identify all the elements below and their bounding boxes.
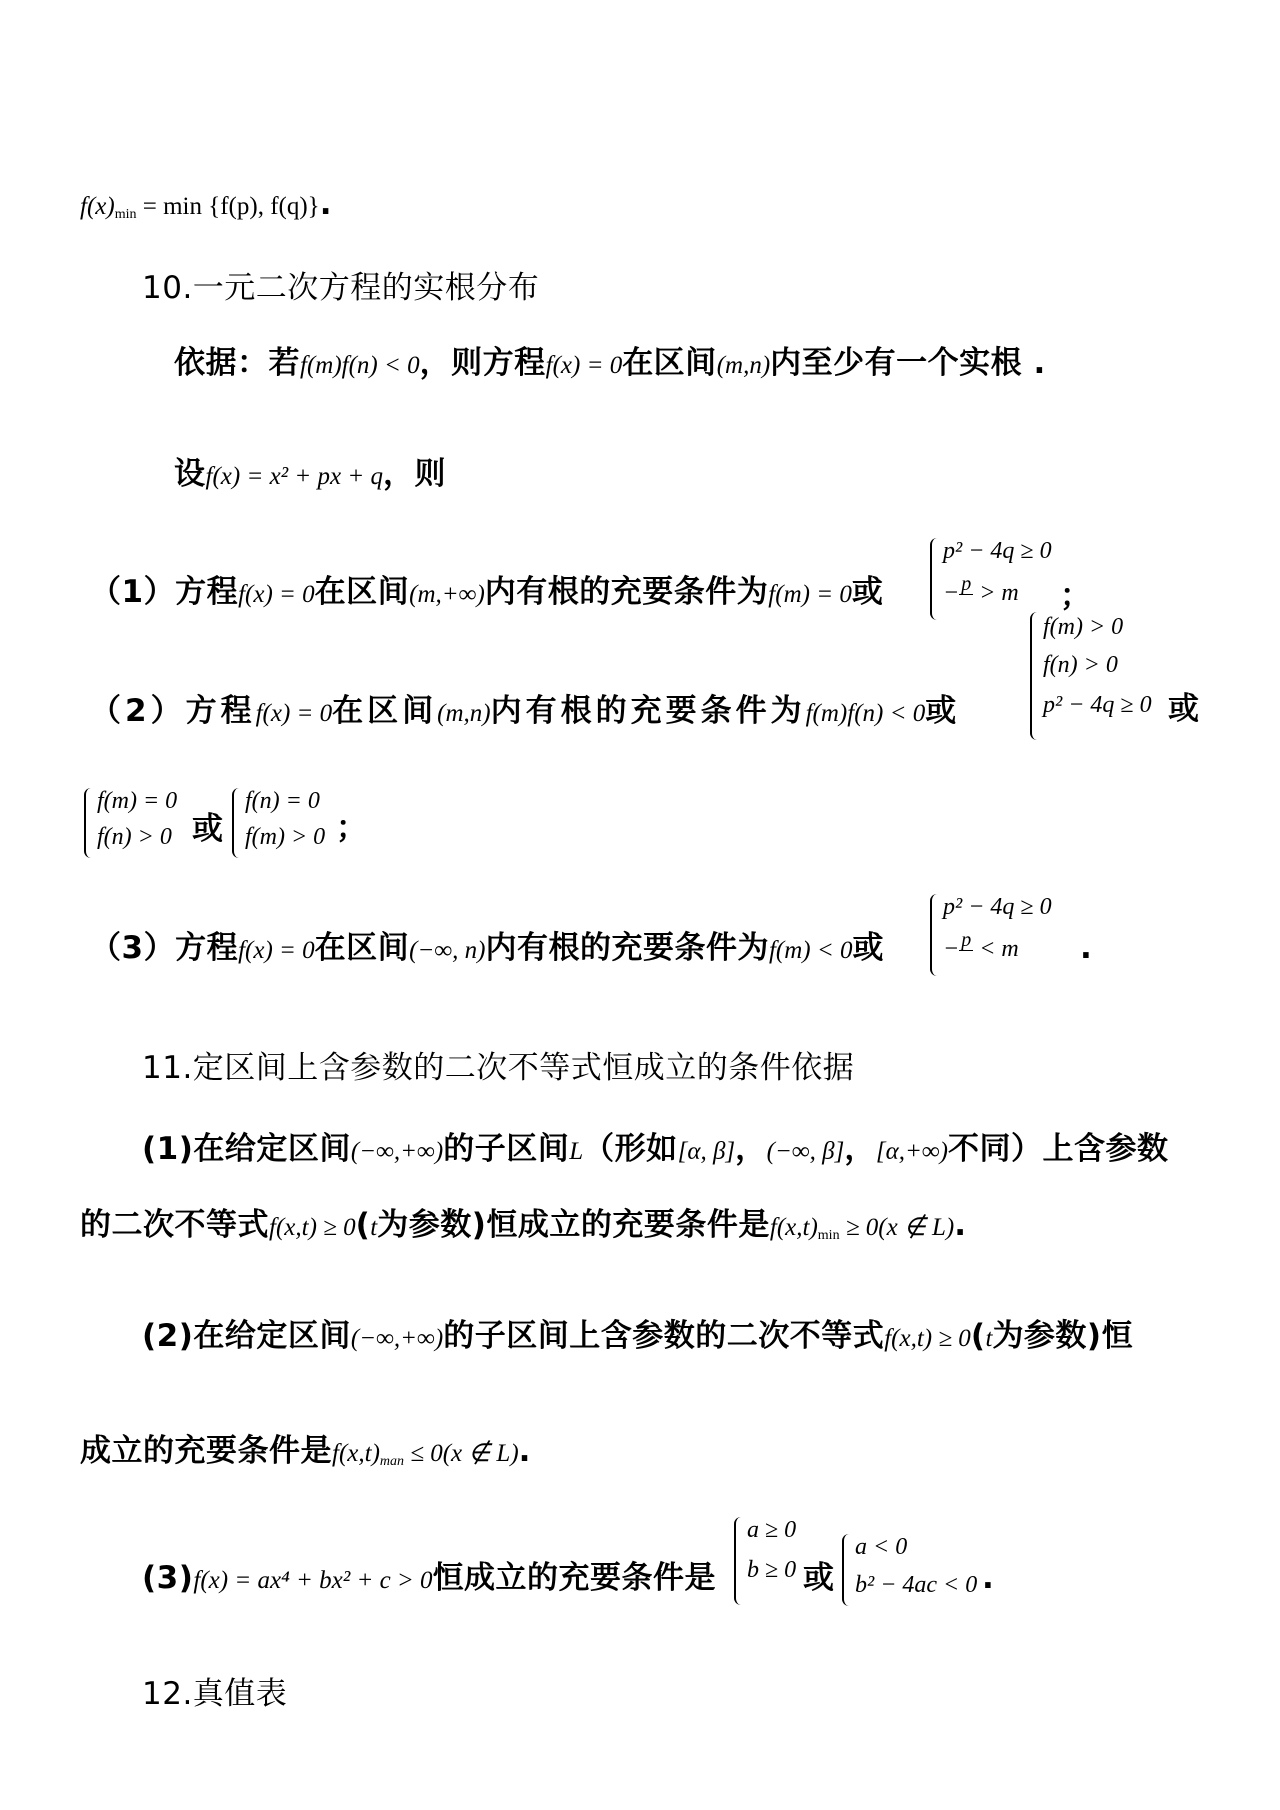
item-2-line — [90, 685, 957, 730]
item-2-or-2: 或 — [1168, 691, 1200, 727]
item-1-end: ； — [1060, 578, 1092, 614]
sec11-p1-l2-m1: f(x,t) ≥ 0 — [269, 1214, 356, 1241]
sec11-p3-or: 或 — [803, 1560, 835, 1596]
item-2-or-3: 或 — [192, 811, 224, 847]
sec11-p1-l2-end: . — [954, 1207, 967, 1243]
sec11-p1-l2-sub: min — [817, 1228, 840, 1244]
item-2-sysB-row-2: f(m) > 0 — [245, 824, 326, 850]
sec11-p2-m2: f(x,t) ≥ 0 — [884, 1325, 971, 1352]
sec11-p2-line-2 — [80, 1425, 531, 1470]
basis-text-3: 在区间 — [622, 345, 717, 381]
item-2-text-1: 在区间 — [332, 693, 438, 729]
basis-label: 依据：若 — [174, 345, 300, 381]
sec11-p1-t6: 不同）上含参数 — [947, 1131, 1169, 1167]
item-3-or: 或 — [852, 930, 885, 966]
item-2-or: 或 — [925, 693, 957, 729]
item-1-math-2: (m,+∞) — [409, 581, 485, 608]
sec11-p1-m1: (−∞,+∞) — [350, 1138, 444, 1165]
sec11-p2-l2-sub: man — [379, 1454, 405, 1470]
sec11-p1-l2-m3: f(x,t) — [769, 1214, 818, 1241]
sec11-p2-line-1 — [142, 1310, 1133, 1355]
sec11-p1-t2: 的子区间 — [443, 1131, 570, 1167]
item-2-sys-row-3: p² − 4q ≥ 0 — [1043, 692, 1152, 718]
sec11-p1-m3: [α, β] — [677, 1138, 736, 1165]
item-3-math-3: f(m) < 0 — [768, 937, 853, 964]
sec11-p2-t1: (2)在给定区间 — [142, 1318, 351, 1354]
sec11-p3-end: . — [982, 1560, 995, 1596]
item-3-text-1: 在区间 — [314, 930, 410, 966]
sec11-p2-t4: 为参数)恒 — [992, 1318, 1134, 1354]
sec11-p1-m5: [α,+∞) — [875, 1138, 948, 1165]
item-2-text-2: 内有根的充要条件为 — [490, 693, 806, 729]
item-2-sysA-row-2: f(n) > 0 — [97, 824, 172, 850]
let-label: 设 — [174, 456, 206, 492]
sec11-p1-l2-t3: 为参数)恒成立的充要条件是 — [377, 1207, 770, 1243]
sec11-p1-l2-m4: ≥ 0(x ∉ L) — [839, 1214, 955, 1241]
formula-sub-min: min — [114, 207, 137, 223]
basis-math-1: f(m)f(n) < 0 — [300, 352, 420, 379]
let-text: ，则 — [383, 456, 446, 492]
sec11-p3-t1: (3) — [142, 1560, 194, 1596]
item-3-text-2: 内有根的充要条件为 — [485, 930, 769, 966]
item-1-text-1: 在区间 — [314, 574, 410, 610]
sec11-p3-t2: 恒成立的充要条件是 — [432, 1560, 717, 1596]
sec11-p1-t5: ， — [844, 1131, 876, 1167]
item-3-math-1: f(x) = 0 — [238, 937, 315, 964]
sec11-p3-sysA-row-1: a ≥ 0 — [747, 1517, 797, 1543]
item-1-sys-row-2-rest: > m — [979, 580, 1019, 607]
item-2-sys-row-1: f(m) > 0 — [1043, 614, 1124, 640]
basis-math-3: (m,n) — [716, 352, 771, 379]
sec11-p1-line-2 — [80, 1199, 967, 1244]
item-2-end: ； — [336, 810, 368, 846]
formula-min-line — [80, 186, 332, 223]
item-1-text-2: 内有根的充要条件为 — [484, 574, 769, 610]
item-1-sys-row-1: p² − 4q ≥ 0 — [943, 538, 1052, 564]
basis-text-4: 内至少有一个实根 . — [770, 345, 1046, 381]
item-3-end: . — [1080, 930, 1093, 966]
item-2-math-2: (m,n) — [437, 700, 491, 727]
item-3-frac-num: p — [961, 929, 972, 951]
item-2-math-3: f(m)f(n) < 0 — [805, 700, 926, 727]
item-1-sys-row-2: − p > m — [943, 573, 1019, 607]
sec11-p2-t3: ( — [970, 1318, 986, 1354]
sec11-p2-m3: t — [985, 1325, 993, 1352]
item-2-sysA-row-1: f(m) = 0 — [97, 788, 178, 814]
basis-math-2: f(x) = 0 — [545, 352, 623, 379]
item-2-sysB-row-1: f(n) = 0 — [245, 788, 320, 814]
sec11-p1-l2-t2: ( — [355, 1207, 371, 1243]
sec11-p1-t3: （形如 — [583, 1131, 678, 1167]
item-3-line — [90, 922, 884, 967]
item-3-math-2: (−∞, n) — [409, 937, 486, 964]
item-3-sys-row-2-rest: < m — [979, 936, 1019, 963]
formula-f-x: f(x) — [80, 193, 115, 220]
item-1-math-1: f(x) = 0 — [238, 581, 315, 608]
item-3-num: （3）方程 — [90, 930, 239, 966]
sec11-p3-sysB-row-1: a < 0 — [855, 1534, 908, 1560]
item-3-sys-row-2: − p < m — [943, 929, 1019, 963]
sec11-p1-t1: (1)在给定区间 — [142, 1131, 351, 1167]
item-1-num: （1）方程 — [90, 574, 239, 610]
item-1-frac-num: p — [961, 573, 972, 595]
item-2-num: （2）方程 — [90, 693, 256, 729]
sec11-p3-line — [142, 1552, 716, 1597]
sec11-p3-m1: f(x) = ax⁴ + bx² + c > 0 — [193, 1567, 433, 1594]
item-3-sys-row-1: p² − 4q ≥ 0 — [943, 894, 1052, 920]
item-2-math-1: f(x) = 0 — [255, 700, 333, 727]
sec11-p2-l2-end: . — [518, 1433, 531, 1469]
section-12-heading: 12.真值表 — [142, 1676, 288, 1712]
item-1-math-3: f(m) = 0 — [768, 581, 852, 608]
let-line — [174, 448, 446, 493]
sec11-p2-l2-m1: f(x,t) — [332, 1440, 380, 1467]
basis-line — [174, 337, 1046, 382]
sec11-p1-l2-t1: 的二次不等式 — [80, 1207, 269, 1243]
item-1-line — [90, 566, 883, 611]
sec11-p1-line-1 — [142, 1123, 1168, 1168]
sec11-p2-l2-m2: ≤ 0(x ∉ L) — [404, 1440, 519, 1467]
item-2-sys-row-2: f(n) > 0 — [1043, 652, 1118, 678]
sec11-p2-t2: 的子区间上含参数的二次不等式 — [443, 1318, 885, 1354]
basis-text-2: ，则方程 — [419, 345, 546, 381]
sec11-p3-sysA-row-2: b ≥ 0 — [747, 1557, 797, 1583]
sec11-p1-t4: ， — [735, 1131, 767, 1167]
formula-min-rhs: = min {f(p), f(q)} — [136, 193, 320, 220]
let-math: f(x) = x² + px + q — [205, 463, 383, 490]
sec11-p1-m2: L — [569, 1138, 584, 1165]
sec11-p3-sysB-row-2: b² − 4ac < 0 — [855, 1572, 978, 1598]
item-1-or: 或 — [851, 574, 884, 610]
sec11-p1-l2-m2: t — [370, 1214, 378, 1241]
formula-period: . — [319, 186, 332, 222]
sec11-p2-m1: (−∞,+∞) — [350, 1325, 444, 1352]
sec11-p2-l2-t1: 成立的充要条件是 — [80, 1433, 332, 1469]
section-10-heading: 10.一元二次方程的实根分布 — [142, 270, 540, 306]
sec11-p1-m4: (−∞, β] — [766, 1138, 845, 1165]
section-11-heading: 11.定区间上含参数的二次不等式恒成立的条件依据 — [142, 1050, 855, 1086]
